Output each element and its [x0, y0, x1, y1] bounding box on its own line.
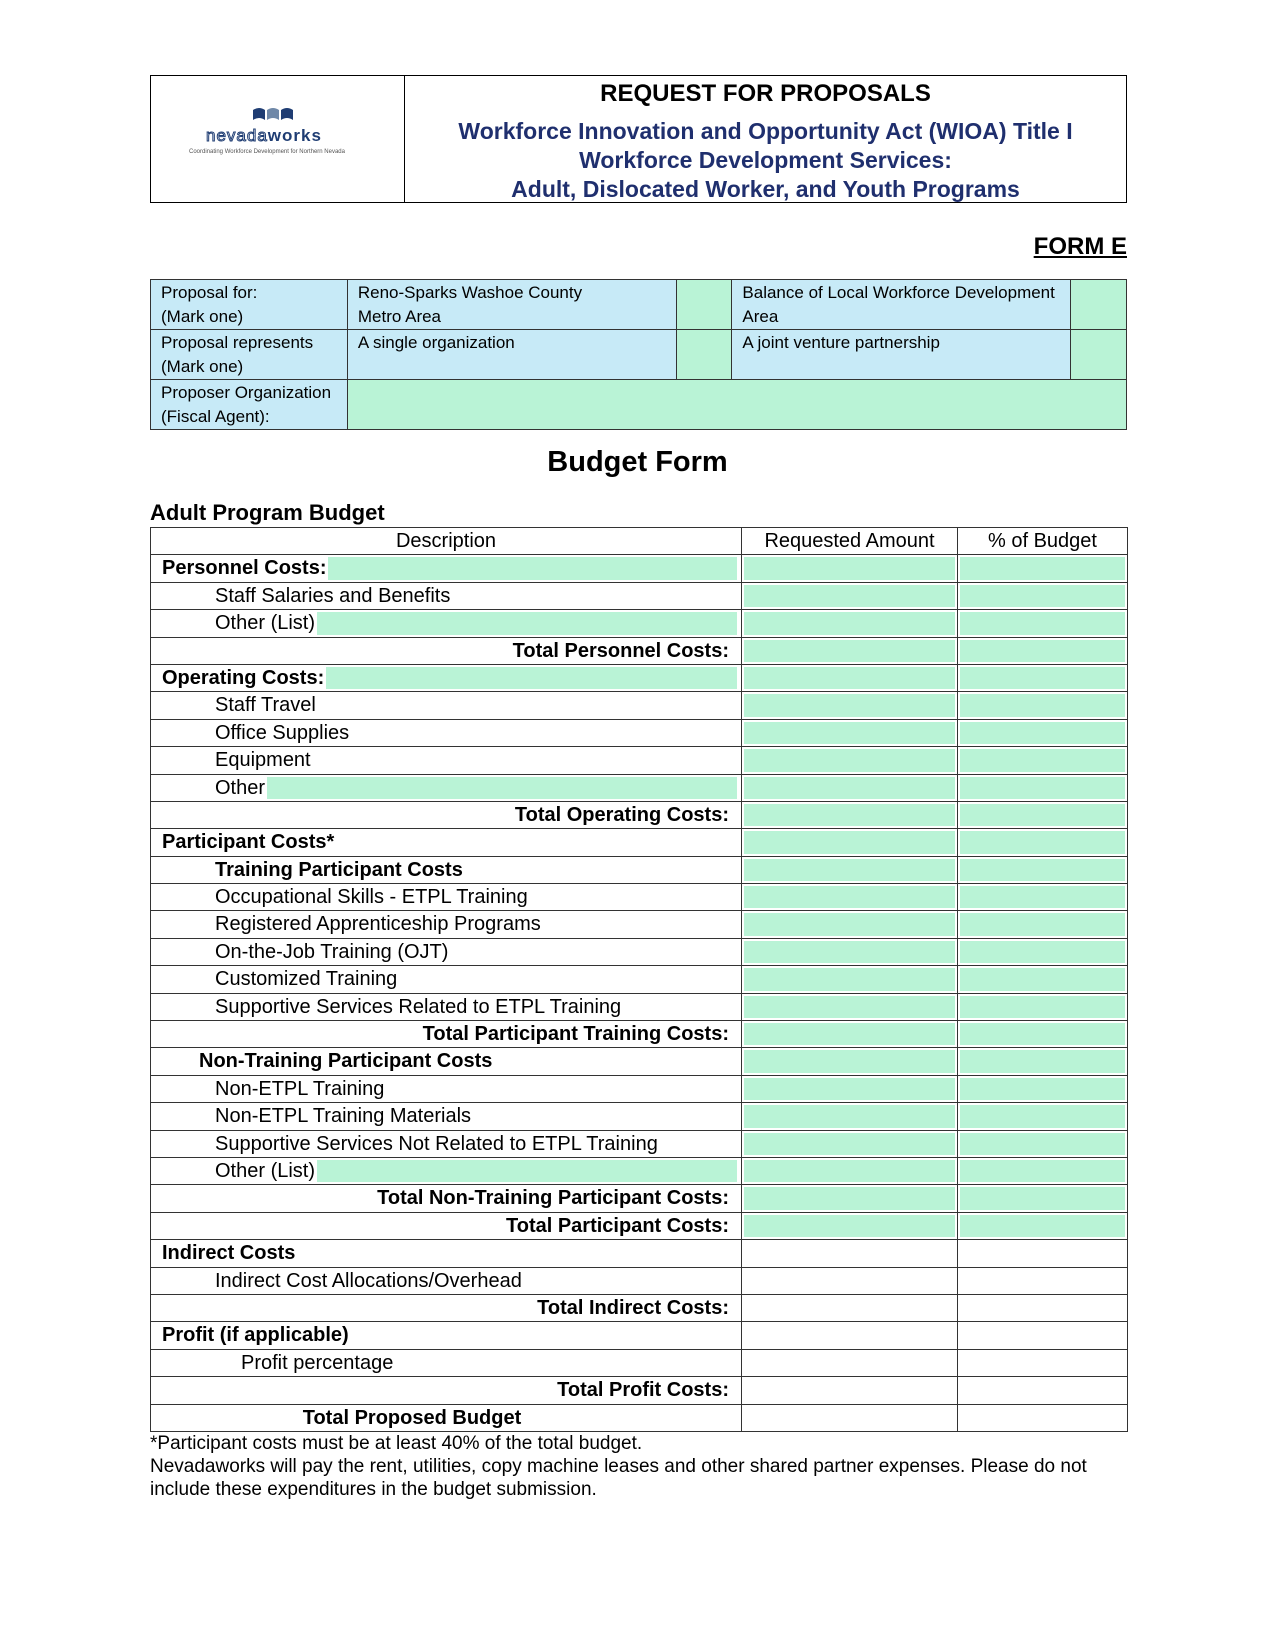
budget-row-label: Total Non-Training Participant Costs:	[377, 1187, 729, 1210]
input-fill	[960, 777, 1125, 799]
percent-of-budget-field[interactable]	[958, 1021, 1128, 1048]
budget-row-label: Personnel Costs:	[162, 557, 327, 580]
percent-of-budget-field[interactable]	[958, 966, 1128, 993]
input-fill	[960, 1133, 1125, 1155]
budget-row-description	[151, 1349, 742, 1376]
budget-row-label: Operating Costs:	[162, 666, 325, 689]
input-fill	[744, 1215, 955, 1237]
input-fill	[960, 667, 1125, 689]
budget-row-label: Non-ETPL Training	[215, 1077, 385, 1100]
requested-amount-field[interactable]	[742, 1212, 958, 1239]
percent-of-budget-field[interactable]	[958, 1322, 1128, 1349]
budget-row-label: Indirect Cost Allocations/Overhead	[215, 1269, 522, 1292]
budget-row-label: Total Indirect Costs:	[537, 1296, 729, 1319]
option-balance-area: Balance of Local Workforce Development Area	[732, 280, 1071, 330]
input-fill	[744, 667, 955, 689]
input-fill	[744, 1133, 955, 1155]
requested-amount-field[interactable]	[742, 1157, 958, 1184]
budget-row	[151, 1404, 1128, 1431]
budget-row-description	[151, 1048, 742, 1075]
header-box	[150, 75, 1127, 203]
budget-row	[151, 1157, 1128, 1184]
budget-row-description	[151, 692, 742, 719]
form-label: FORM E	[1033, 233, 1127, 260]
budget-row-label: Indirect Costs	[162, 1242, 296, 1265]
requested-amount-field[interactable]	[742, 692, 958, 719]
input-fill	[960, 804, 1125, 826]
budget-row	[151, 884, 1128, 911]
requested-amount-field[interactable]	[742, 1021, 958, 1048]
percent-of-budget-field[interactable]	[958, 555, 1128, 582]
input-fill	[960, 859, 1125, 881]
description-input-field[interactable]	[317, 612, 737, 634]
budget-row-label: Profit percentage	[241, 1351, 394, 1374]
proposer-org-label: Proposer Organization (Fiscal Agent):	[151, 380, 348, 430]
input-fill	[744, 557, 955, 579]
budget-row	[151, 1048, 1128, 1075]
header-description: Description	[151, 528, 742, 555]
budget-row-label: Registered Apprenticeship Programs	[215, 913, 541, 936]
proposal-info-table	[150, 279, 1127, 430]
requested-amount-field[interactable]	[742, 774, 958, 801]
mark-single-org-checkbox[interactable]	[676, 330, 732, 380]
percent-of-budget-field[interactable]	[958, 719, 1128, 746]
input-fill	[744, 694, 955, 716]
percent-of-budget-field[interactable]	[958, 993, 1128, 1020]
budget-row-description	[151, 1021, 742, 1048]
budget-row-label: Total Operating Costs:	[514, 803, 729, 826]
shared-expenses-note: Nevadaworks will pay the rent, utilities, copy machine leases and other shared partner expenses. Please do not include these expenditures in the budget submission.	[150, 1456, 1087, 1500]
input-fill	[744, 749, 955, 771]
budget-row-description	[151, 911, 742, 938]
budget-row-label: Total Participant Costs:	[506, 1214, 729, 1237]
budget-row	[151, 911, 1128, 938]
input-fill	[960, 640, 1125, 662]
percent-of-budget-field[interactable]	[958, 1103, 1128, 1130]
input-fill	[960, 996, 1125, 1018]
requested-amount-field[interactable]	[742, 1377, 958, 1404]
percent-of-budget-field[interactable]	[958, 856, 1128, 883]
budget-row-description	[151, 884, 742, 911]
input-fill	[960, 913, 1125, 935]
budget-row	[151, 719, 1128, 746]
description-input-field[interactable]	[317, 1160, 737, 1182]
participant-cost-note: *Participant costs must be at least 40% of the total budget.	[150, 1433, 643, 1454]
input-fill	[960, 1050, 1125, 1072]
description-input-field[interactable]	[326, 667, 737, 689]
budget-row-description	[151, 966, 742, 993]
input-fill	[960, 749, 1125, 771]
budget-row-description	[151, 1322, 742, 1349]
percent-of-budget-field[interactable]	[958, 1267, 1128, 1294]
option-joint-venture: A joint venture partnership	[732, 330, 1071, 380]
input-fill	[960, 612, 1125, 634]
percent-of-budget-field[interactable]	[958, 1294, 1128, 1321]
budget-row-description	[151, 1404, 742, 1431]
mark-balance-area-checkbox[interactable]	[1071, 280, 1127, 330]
input-fill	[960, 722, 1125, 744]
budget-row	[151, 1103, 1128, 1130]
budget-row	[151, 555, 1128, 582]
budget-row	[151, 1185, 1128, 1212]
budget-row-description[interactable]	[151, 1157, 742, 1184]
budget-row	[151, 993, 1128, 1020]
requested-amount-field[interactable]	[742, 719, 958, 746]
requested-amount-field[interactable]	[742, 856, 958, 883]
option-reno-sparks: Reno-Sparks Washoe County Metro Area	[347, 280, 676, 330]
budget-row	[151, 637, 1128, 664]
budget-row-label: On-the-Job Training (OJT)	[215, 940, 449, 963]
input-fill	[744, 722, 955, 744]
budget-row-label: Other (List)	[215, 612, 316, 635]
input-fill	[960, 941, 1125, 963]
percent-of-budget-field[interactable]	[958, 747, 1128, 774]
budget-row-description	[151, 1185, 742, 1212]
percent-of-budget-field[interactable]	[958, 664, 1128, 691]
input-fill	[960, 968, 1125, 990]
input-fill	[960, 831, 1125, 853]
budget-row-label: Total Proposed Budget	[302, 1406, 522, 1429]
budget-row	[151, 1212, 1128, 1239]
requested-amount-field[interactable]	[742, 1130, 958, 1157]
input-fill	[744, 1187, 955, 1209]
budget-row-label: Total Participant Training Costs:	[422, 1023, 729, 1046]
budget-table	[150, 527, 1128, 1432]
percent-of-budget-field[interactable]	[958, 829, 1128, 856]
budget-row	[151, 582, 1128, 609]
percent-of-budget-field[interactable]	[958, 938, 1128, 965]
budget-row-label: Other (List)	[215, 1159, 316, 1182]
budget-row-description	[151, 829, 742, 856]
budget-row	[151, 774, 1128, 801]
mark-reno-sparks-checkbox[interactable]	[676, 280, 732, 330]
logo-wordmark: nevadaworks	[206, 126, 322, 145]
input-fill	[960, 1023, 1125, 1045]
budget-row-description[interactable]	[151, 774, 742, 801]
budget-row	[151, 1349, 1128, 1376]
budget-row	[151, 801, 1128, 828]
requested-amount-field[interactable]	[742, 1048, 958, 1075]
budget-row-label: Equipment	[215, 749, 311, 772]
budget-row-description	[151, 1377, 742, 1404]
budget-row-description	[151, 637, 742, 664]
budget-row-label: Staff Salaries and Benefits	[215, 584, 451, 607]
budget-row-label: Customized Training	[215, 968, 398, 991]
budget-row-description	[151, 1130, 742, 1157]
input-fill	[744, 941, 955, 963]
budget-row-label: Total Personnel Costs:	[512, 639, 729, 662]
requested-amount-field[interactable]	[742, 637, 958, 664]
requested-amount-field[interactable]	[742, 1267, 958, 1294]
budget-row-description	[151, 747, 742, 774]
budget-row-description	[151, 1103, 742, 1130]
input-fill	[960, 1187, 1125, 1209]
input-fill	[744, 1023, 955, 1045]
budget-row-description[interactable]	[151, 555, 742, 582]
requested-amount-field[interactable]	[742, 911, 958, 938]
budget-row-description	[151, 1267, 742, 1294]
budget-row	[151, 1075, 1128, 1102]
input-fill	[744, 804, 955, 826]
requested-amount-field[interactable]	[742, 747, 958, 774]
description-input-field[interactable]	[328, 557, 737, 579]
budget-row	[151, 747, 1128, 774]
logo-tagline: Coordinating Workforce Development for Northern Nevada	[189, 149, 345, 155]
requested-amount-field[interactable]	[742, 1240, 958, 1267]
budget-row-label: Other	[215, 776, 266, 799]
budget-row-description	[151, 1212, 742, 1239]
budget-row-description	[151, 1075, 742, 1102]
input-fill	[744, 1050, 955, 1072]
percent-of-budget-field[interactable]	[958, 1404, 1128, 1431]
requested-amount-field[interactable]	[742, 610, 958, 637]
input-fill	[744, 886, 955, 908]
requested-amount-field[interactable]	[742, 582, 958, 609]
title-block	[405, 76, 1126, 202]
budget-row	[151, 1294, 1128, 1321]
budget-form-title: Budget Form	[547, 446, 728, 478]
requested-amount-field[interactable]	[742, 1322, 958, 1349]
input-fill	[744, 996, 955, 1018]
nevadaworks-logo-icon	[251, 106, 297, 122]
budget-row	[151, 829, 1128, 856]
budget-row-label: Training Participant Costs	[215, 858, 463, 881]
budget-row	[151, 856, 1128, 883]
budget-row	[151, 692, 1128, 719]
budget-row	[151, 664, 1128, 691]
requested-amount-field[interactable]	[742, 993, 958, 1020]
adult-program-budget-title: Adult Program Budget	[150, 500, 385, 525]
input-fill	[960, 1160, 1125, 1182]
mark-joint-venture-checkbox[interactable]	[1071, 330, 1127, 380]
rfp-heading: REQUEST FOR PROPOSALS	[600, 80, 931, 107]
requested-amount-field[interactable]	[742, 966, 958, 993]
input-fill	[960, 1078, 1125, 1100]
input-fill	[744, 1160, 955, 1182]
budget-row-description	[151, 719, 742, 746]
percent-of-budget-field[interactable]	[958, 1130, 1128, 1157]
option-single-org: A single organization	[347, 330, 676, 380]
header-requested-amount: Requested Amount	[742, 528, 958, 555]
requested-amount-field[interactable]	[742, 801, 958, 828]
percent-of-budget-field[interactable]	[958, 1048, 1128, 1075]
requested-amount-field[interactable]	[742, 555, 958, 582]
percent-of-budget-field[interactable]	[958, 1212, 1128, 1239]
percent-of-budget-field[interactable]	[958, 582, 1128, 609]
input-fill	[744, 612, 955, 634]
budget-row-description[interactable]	[151, 664, 742, 691]
budget-row-description	[151, 938, 742, 965]
percent-of-budget-field[interactable]	[958, 637, 1128, 664]
budget-row-description	[151, 1294, 742, 1321]
requested-amount-field[interactable]	[742, 829, 958, 856]
input-fill	[744, 831, 955, 853]
input-fill	[960, 1105, 1125, 1127]
budget-row	[151, 1322, 1128, 1349]
budget-row	[151, 966, 1128, 993]
input-fill	[744, 1105, 955, 1127]
budget-row	[151, 938, 1128, 965]
percent-of-budget-field[interactable]	[958, 911, 1128, 938]
percent-of-budget-field[interactable]	[958, 1240, 1128, 1267]
budget-row-description	[151, 993, 742, 1020]
budget-row-label: Total Profit Costs:	[557, 1379, 729, 1402]
budget-row-label: Profit (if applicable)	[162, 1324, 349, 1347]
budget-row	[151, 1377, 1128, 1404]
budget-row-description	[151, 1240, 742, 1267]
proposal-for-label: Proposal for: (Mark one)	[151, 280, 348, 330]
budget-row-label: Supportive Services Not Related to ETPL Training	[215, 1132, 658, 1155]
program-subtitle: Workforce Innovation and Opportunity Act (WIOA) Title I Workforce Development Services: Adult, Dislocated Worker, and Youth Programs	[458, 118, 1073, 202]
requested-amount-field[interactable]	[742, 1185, 958, 1212]
percent-of-budget-field[interactable]	[958, 1157, 1128, 1184]
budget-row-label: Occupational Skills - ETPL Training	[215, 886, 528, 909]
percent-of-budget-field[interactable]	[958, 1185, 1128, 1212]
input-fill	[960, 886, 1125, 908]
budget-row-label: Staff Travel	[215, 694, 316, 717]
input-fill	[960, 557, 1125, 579]
requested-amount-field[interactable]	[742, 1404, 958, 1431]
input-fill	[960, 585, 1125, 607]
budget-row-description	[151, 801, 742, 828]
percent-of-budget-field[interactable]	[958, 774, 1128, 801]
percent-of-budget-field[interactable]	[958, 884, 1128, 911]
budget-row-label: Office Supplies	[215, 721, 350, 744]
percent-of-budget-field[interactable]	[958, 692, 1128, 719]
budget-row-label: Supportive Services Related to ETPL Training	[215, 995, 622, 1018]
requested-amount-field[interactable]	[742, 664, 958, 691]
budget-row	[151, 1130, 1128, 1157]
budget-row	[151, 610, 1128, 637]
requested-amount-field[interactable]	[742, 1103, 958, 1130]
budget-row-label: Non-ETPL Training Materials	[215, 1105, 472, 1128]
percent-of-budget-field[interactable]	[958, 610, 1128, 637]
input-fill	[960, 694, 1125, 716]
percent-of-budget-field[interactable]	[958, 1377, 1128, 1404]
input-fill	[744, 585, 955, 607]
requested-amount-field[interactable]	[742, 1075, 958, 1102]
logo	[151, 76, 405, 202]
budget-row-description	[151, 582, 742, 609]
input-fill	[744, 913, 955, 935]
input-fill	[744, 968, 955, 990]
percent-of-budget-field[interactable]	[958, 1075, 1128, 1102]
budget-row-label: Non-Training Participant Costs	[199, 1050, 493, 1073]
percent-of-budget-field[interactable]	[958, 1349, 1128, 1376]
budget-row	[151, 1267, 1128, 1294]
percent-of-budget-field[interactable]	[958, 801, 1128, 828]
budget-row	[151, 1021, 1128, 1048]
requested-amount-field[interactable]	[742, 884, 958, 911]
budget-row-label: Participant Costs*	[162, 831, 335, 854]
budget-row-description[interactable]	[151, 610, 742, 637]
footnotes	[150, 1432, 1130, 1501]
description-input-field[interactable]	[267, 777, 737, 799]
input-fill	[744, 859, 955, 881]
requested-amount-field[interactable]	[742, 1349, 958, 1376]
input-fill	[744, 640, 955, 662]
input-fill	[744, 1078, 955, 1100]
input-fill	[744, 777, 955, 799]
proposer-org-field[interactable]	[347, 380, 1126, 430]
header-percent-of-budget: % of Budget	[958, 528, 1128, 555]
input-fill	[960, 1215, 1125, 1237]
budget-row	[151, 1240, 1128, 1267]
budget-row-description	[151, 856, 742, 883]
requested-amount-field[interactable]	[742, 938, 958, 965]
requested-amount-field[interactable]	[742, 1294, 958, 1321]
proposal-represents-label: Proposal represents (Mark one)	[151, 330, 348, 380]
